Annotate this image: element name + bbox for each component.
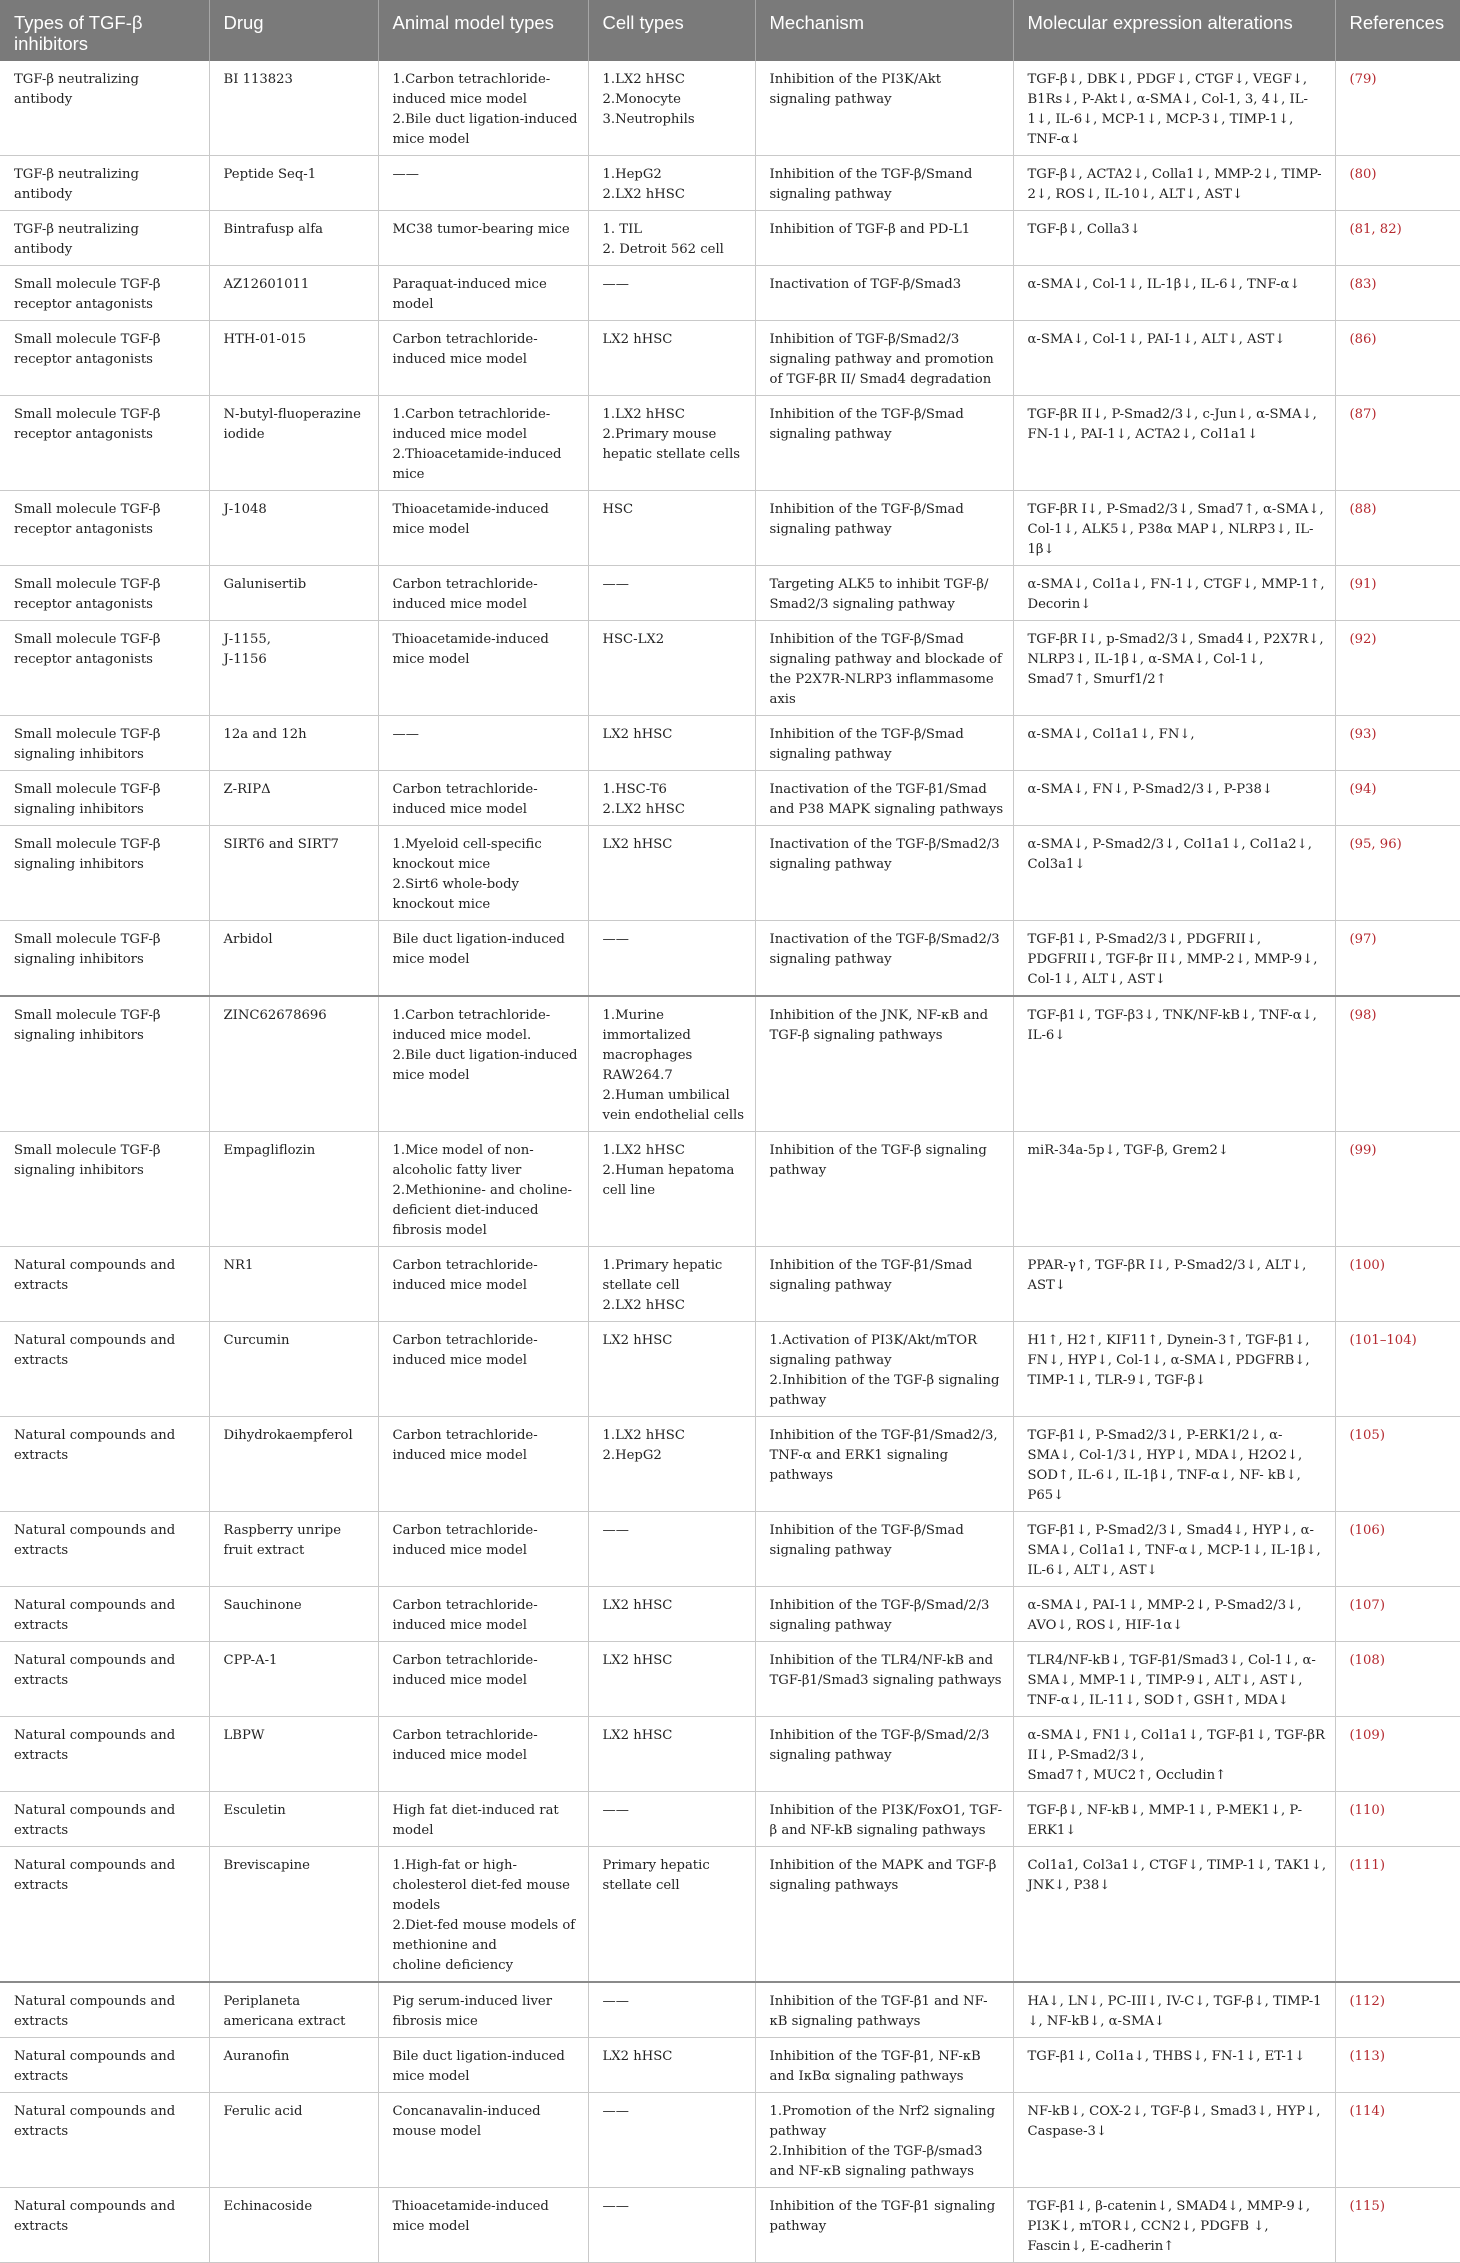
cell-reference[interactable]: (114): [1335, 2093, 1460, 2188]
header-mechanism: Mechanism: [755, 0, 1013, 61]
cell-animal-model: 1.Carbon tetrachloride-induced mice model 2.Bile duct ligation-induced mice model: [378, 61, 588, 156]
cell-type: Small molecule TGF-β signaling inhibitors: [0, 826, 209, 921]
cell-animal-model: ——: [378, 156, 588, 211]
table-row: [0, 396, 1460, 491]
cell-type: Natural compounds and extracts: [0, 2038, 209, 2093]
cell-molecular-alterations: α-SMA↓, FN↓, P-Smad2/3↓, P-P38↓: [1013, 771, 1335, 826]
table-row: [0, 1717, 1460, 1792]
cell-reference[interactable]: (83): [1335, 266, 1460, 321]
cell-drug: LBPW: [209, 1717, 378, 1792]
cell-mechanism: 1.Activation of PI3K/Akt/mTOR signaling pathway 2.Inhibition of the TGF-β signaling pathway: [755, 1322, 1013, 1417]
table-row: [0, 1322, 1460, 1417]
cell-drug: Arbidol: [209, 921, 378, 997]
cell-cell-types: ——: [588, 566, 755, 621]
table-row: [0, 716, 1460, 771]
cell-molecular-alterations: TGF-β1↓, P-Smad2/3↓, Smad4↓, HYP↓, α-SMA↓, Col1a1↓, TNF-α↓, MCP-1↓, IL-1β↓, IL-6↓, ALT↓, AST↓: [1013, 1512, 1335, 1587]
cell-animal-model: Pig serum-induced liver fibrosis mice: [378, 1982, 588, 2038]
table-row: [0, 921, 1460, 997]
cell-type: Small molecule TGF-β receptor antagonists: [0, 396, 209, 491]
cell-cell-types: LX2 hHSC: [588, 2038, 755, 2093]
cell-mechanism: Inactivation of TGF-β/Smad3: [755, 266, 1013, 321]
cell-molecular-alterations: TGF-β1↓, TGF-β3↓, TNK/NF-kB↓, TNF-α↓, IL-6↓: [1013, 996, 1335, 1132]
table-row: [0, 996, 1460, 1132]
cell-drug: Dihydrokaempferol: [209, 1417, 378, 1512]
cell-molecular-alterations: HA↓, LN↓, PC-III↓, IV-C↓, TGF-β↓, TIMP-1 ↓, NF-kB↓, α-SMA↓: [1013, 1982, 1335, 2038]
cell-mechanism: Inhibition of the TGF-β1 signaling pathway: [755, 2188, 1013, 2263]
table-row: [0, 1132, 1460, 1247]
cell-mechanism: Inhibition of the MAPK and TGF-β signaling pathways: [755, 1847, 1013, 1983]
cell-type: Small molecule TGF-β signaling inhibitors: [0, 716, 209, 771]
cell-reference[interactable]: (91): [1335, 566, 1460, 621]
cell-drug: N-butyl-fluoperazine iodide: [209, 396, 378, 491]
cell-animal-model: High fat diet-induced rat model: [378, 1792, 588, 1847]
cell-type: Small molecule TGF-β receptor antagonists: [0, 566, 209, 621]
cell-animal-model: Carbon tetrachloride-induced mice model: [378, 771, 588, 826]
cell-molecular-alterations: α-SMA↓, Col-1↓, IL-1β↓, IL-6↓, TNF-α↓: [1013, 266, 1335, 321]
cell-drug: HTH-01-015: [209, 321, 378, 396]
cell-reference[interactable]: (112): [1335, 1982, 1460, 2038]
cell-molecular-alterations: NF-kB↓, COX-2↓, TGF-β↓, Smad3↓, HYP↓, Caspase-3↓: [1013, 2093, 1335, 2188]
cell-molecular-alterations: TGF-β↓, NF-kB↓, MMP-1↓, P-MEK1↓, P-ERK1↓: [1013, 1792, 1335, 1847]
table-row: [0, 1587, 1460, 1642]
cell-reference[interactable]: (101–104): [1335, 1322, 1460, 1417]
cell-cell-types: HSC-LX2: [588, 621, 755, 716]
cell-animal-model: ——: [378, 716, 588, 771]
cell-reference[interactable]: (99): [1335, 1132, 1460, 1247]
cell-molecular-alterations: α-SMA↓, FN1↓, Col1a1↓, TGF-β1↓, TGF-βR II↓, P-Smad2/3↓, Smad7↑, MUC2↑, Occludin↑: [1013, 1717, 1335, 1792]
cell-mechanism: Inhibition of TGF-β and PD-L1: [755, 211, 1013, 266]
cell-animal-model: Carbon tetrachloride-induced mice model: [378, 566, 588, 621]
cell-mechanism: 1.Promotion of the Nrf2 signaling pathway 2.Inhibition of the TGF-β/smad3 and NF-κB signaling pathways: [755, 2093, 1013, 2188]
header-molecular-alterations: Molecular expression alterations: [1013, 0, 1335, 61]
table-row: [0, 1247, 1460, 1322]
cell-animal-model: Bile duct ligation-induced mice model: [378, 921, 588, 997]
cell-drug: Curcumin: [209, 1322, 378, 1417]
cell-animal-model: Thioacetamide-induced mice model: [378, 491, 588, 566]
cell-cell-types: ——: [588, 2093, 755, 2188]
cell-mechanism: Inactivation of the TGF-β/Smad2/3 signaling pathway: [755, 921, 1013, 997]
cell-drug: Ferulic acid: [209, 2093, 378, 2188]
cell-drug: Auranofin: [209, 2038, 378, 2093]
cell-reference[interactable]: (111): [1335, 1847, 1460, 1983]
cell-drug: ZINC62678696: [209, 996, 378, 1132]
header-references: References: [1335, 0, 1460, 61]
cell-molecular-alterations: TLR4/NF-kB↓, TGF-β1/Smad3↓, Col-1↓, α-SMA↓, MMP-1↓, TIMP-9↓, ALT↓, AST↓, TNF-α↓, IL-11↓, SOD↑, GSH↑, MDA↓: [1013, 1642, 1335, 1717]
cell-mechanism: Inhibition of the TGF-β/Smad signaling pathway: [755, 396, 1013, 491]
cell-drug: J-1048: [209, 491, 378, 566]
cell-molecular-alterations: TGF-βR II↓, P-Smad2/3↓, c-Jun↓, α-SMA↓, FN-1↓, PAI-1↓, ACTA2↓, Col1a1↓: [1013, 396, 1335, 491]
table-row: [0, 1792, 1460, 1847]
cell-animal-model: 1.Carbon tetrachloride-induced mice model 2.Thioacetamide-induced mice: [378, 396, 588, 491]
cell-reference[interactable]: (106): [1335, 1512, 1460, 1587]
cell-animal-model: Paraquat-induced mice model: [378, 266, 588, 321]
cell-molecular-alterations: TGF-β↓, ACTA2↓, Colla1↓, MMP-2↓, TIMP-2↓, ROS↓, IL-10↓, ALT↓, AST↓: [1013, 156, 1335, 211]
cell-cell-types: ——: [588, 1982, 755, 2038]
cell-type: TGF-β neutralizing antibody: [0, 156, 209, 211]
cell-reference[interactable]: (95, 96): [1335, 826, 1460, 921]
cell-cell-types: ——: [588, 2188, 755, 2263]
cell-type: Small molecule TGF-β receptor antagonists: [0, 491, 209, 566]
cell-reference[interactable]: (109): [1335, 1717, 1460, 1792]
table-row: [0, 211, 1460, 266]
cell-animal-model: Carbon tetrachloride-induced mice model: [378, 1247, 588, 1322]
cell-type: Natural compounds and extracts: [0, 2188, 209, 2263]
cell-type: Small molecule TGF-β signaling inhibitors: [0, 996, 209, 1132]
cell-mechanism: Inhibition of the TGF-β/Smand signaling pathway: [755, 156, 1013, 211]
cell-type: TGF-β neutralizing antibody: [0, 211, 209, 266]
cell-reference[interactable]: (107): [1335, 1587, 1460, 1642]
cell-drug: CPP-A-1: [209, 1642, 378, 1717]
cell-animal-model: Concanavalin-induced mouse model: [378, 2093, 588, 2188]
table-row: [0, 1512, 1460, 1587]
cell-mechanism: Inactivation of the TGF-β1/Smad and P38 MAPK signaling pathways: [755, 771, 1013, 826]
cell-mechanism: Inhibition of the TGF-β1/Smad2/3, TNF-α and ERK1 signaling pathways: [755, 1417, 1013, 1512]
table-row: [0, 771, 1460, 826]
cell-animal-model: 1.Myeloid cell-specific knockout mice 2.Sirt6 whole-body knockout mice: [378, 826, 588, 921]
cell-cell-types: 1.HepG2 2.LX2 hHSC: [588, 156, 755, 211]
cell-reference[interactable]: (80): [1335, 156, 1460, 211]
cell-cell-types: LX2 hHSC: [588, 321, 755, 396]
cell-mechanism: Inhibition of the TGF-β/Smad signaling pathway: [755, 716, 1013, 771]
cell-mechanism: Inhibition of the TGF-β signaling pathway: [755, 1132, 1013, 1247]
table-row: [0, 2188, 1460, 2263]
cell-drug: Sauchinone: [209, 1587, 378, 1642]
cell-animal-model: 1.High-fat or high-cholesterol diet-fed mouse models 2.Diet-fed mouse models of methionine and choline deficiency: [378, 1847, 588, 1983]
cell-drug: Empagliflozin: [209, 1132, 378, 1247]
cell-reference[interactable]: (100): [1335, 1247, 1460, 1322]
cell-molecular-alterations: TGF-β1↓, P-Smad2/3↓, P-ERK1/2↓, α-SMA↓, Col-1/3↓, HYP↓, MDA↓, H2O2↓, SOD↑, IL-6↓, IL-1β↓, TNF-α↓, NF- kB↓, P65↓: [1013, 1417, 1335, 1512]
cell-drug: Echinacoside: [209, 2188, 378, 2263]
cell-cell-types: 1.LX2 hHSC 2.Primary mouse hepatic stellate cells: [588, 396, 755, 491]
cell-type: Natural compounds and extracts: [0, 2093, 209, 2188]
cell-reference[interactable]: (81, 82): [1335, 211, 1460, 266]
cell-mechanism: Inhibition of the TGF-β/Smad signaling pathway: [755, 491, 1013, 566]
cell-mechanism: Inhibition of the TGF-β/Smad signaling pathway and blockade of the P2X7R-NLRP3 inflammasome axis: [755, 621, 1013, 716]
cell-drug: Z-RIPΔ: [209, 771, 378, 826]
table-row: [0, 621, 1460, 716]
cell-reference[interactable]: (88): [1335, 491, 1460, 566]
cell-animal-model: Carbon tetrachloride-induced mice model: [378, 321, 588, 396]
cell-reference[interactable]: (97): [1335, 921, 1460, 997]
cell-animal-model: 1.Mice model of non-alcoholic fatty liver 2.Methionine- and choline-deficient diet-induced fibrosis model: [378, 1132, 588, 1247]
cell-molecular-alterations: α-SMA↓, PAI-1↓, MMP-2↓, P-Smad2/3↓, AVO↓, ROS↓, HIF-1α↓: [1013, 1587, 1335, 1642]
cell-type: Natural compounds and extracts: [0, 1642, 209, 1717]
cell-cell-types: HSC: [588, 491, 755, 566]
cell-reference[interactable]: (92): [1335, 621, 1460, 716]
cell-type: Small molecule TGF-β signaling inhibitors: [0, 1132, 209, 1247]
cell-mechanism: Inhibition of the TGF-β1 and NF-κB signaling pathways: [755, 1982, 1013, 2038]
table-row: [0, 1982, 1460, 2038]
cell-molecular-alterations: α-SMA↓, Col-1↓, PAI-1↓, ALT↓, AST↓: [1013, 321, 1335, 396]
table-row: [0, 61, 1460, 156]
cell-molecular-alterations: TGF-β1↓, β-catenin↓, SMAD4↓, MMP-9↓, PI3K↓, mTOR↓, CCN2↓, PDGFB ↓, Fascin↓, E-cadherin↑: [1013, 2188, 1335, 2263]
cell-type: Small molecule TGF-β receptor antagonists: [0, 321, 209, 396]
cell-mechanism: Inhibition of the TGF-β/Smad/2/3 signaling pathway: [755, 1587, 1013, 1642]
cell-molecular-alterations: PPAR-γ↑, TGF-βR I↓, P-Smad2/3↓, ALT↓, AST↓: [1013, 1247, 1335, 1322]
cell-drug: Galunisertib: [209, 566, 378, 621]
cell-molecular-alterations: TGF-β1↓, Col1a↓, THBS↓, FN-1↓, ET-1↓: [1013, 2038, 1335, 2093]
cell-molecular-alterations: α-SMA↓, Col1a1↓, FN↓,: [1013, 716, 1335, 771]
cell-molecular-alterations: H1↑, H2↑, KIF11↑, Dynein-3↑, TGF-β1↓, FN↓, HYP↓, Col-1↓, α-SMA↓, PDGFRB↓, TIMP-1↓, TLR-9↓, TGF-β↓: [1013, 1322, 1335, 1417]
table-row: [0, 566, 1460, 621]
cell-cell-types: ——: [588, 921, 755, 997]
cell-cell-types: LX2 hHSC: [588, 716, 755, 771]
header-row: [0, 0, 1460, 61]
cell-reference[interactable]: (94): [1335, 771, 1460, 826]
table-row: [0, 321, 1460, 396]
table-body: [0, 61, 1460, 2263]
table-row: [0, 826, 1460, 921]
cell-cell-types: ——: [588, 1512, 755, 1587]
cell-mechanism: Targeting ALK5 to inhibit TGF-β/ Smad2/3 signaling pathway: [755, 566, 1013, 621]
cell-drug: SIRT6 and SIRT7: [209, 826, 378, 921]
table-row: [0, 491, 1460, 566]
table-row: [0, 1847, 1460, 1983]
cell-molecular-alterations: TGF-β↓, Colla3↓: [1013, 211, 1335, 266]
header-type: Types of TGF-β inhibitors: [0, 0, 209, 61]
cell-drug: 12a and 12h: [209, 716, 378, 771]
cell-animal-model: Carbon tetrachloride-induced mice model: [378, 1512, 588, 1587]
cell-type: Natural compounds and extracts: [0, 1322, 209, 1417]
cell-reference[interactable]: (110): [1335, 1792, 1460, 1847]
cell-cell-types: LX2 hHSC: [588, 1717, 755, 1792]
cell-reference[interactable]: (79): [1335, 61, 1460, 156]
cell-cell-types: ——: [588, 1792, 755, 1847]
cell-mechanism: Inhibition of the JNK, NF-κB and TGF-β signaling pathways: [755, 996, 1013, 1132]
cell-animal-model: Carbon tetrachloride-induced mice model: [378, 1717, 588, 1792]
cell-reference[interactable]: (87): [1335, 396, 1460, 491]
header-cell-types: Cell types: [588, 0, 755, 61]
header-drug: Drug: [209, 0, 378, 61]
cell-drug: Periplaneta americana extract: [209, 1982, 378, 2038]
cell-reference[interactable]: (108): [1335, 1642, 1460, 1717]
cell-drug: Bintrafusp alfa: [209, 211, 378, 266]
cell-type: Small molecule TGF-β receptor antagonists: [0, 266, 209, 321]
cell-animal-model: Carbon tetrachloride-induced mice model: [378, 1322, 588, 1417]
cell-animal-model: MC38 tumor-bearing mice: [378, 211, 588, 266]
cell-mechanism: Inhibition of the PI3K/Akt signaling pathway: [755, 61, 1013, 156]
cell-type: TGF-β neutralizing antibody: [0, 61, 209, 156]
cell-molecular-alterations: TGF-βR I↓, P-Smad2/3↓, Smad7↑, α-SMA↓, Col-1↓, ALK5↓, P38α MAP↓, NLRP3↓, IL-1β↓: [1013, 491, 1335, 566]
cell-reference[interactable]: (105): [1335, 1417, 1460, 1512]
cell-cell-types: 1. TIL 2. Detroit 562 cell: [588, 211, 755, 266]
table-row: [0, 2093, 1460, 2188]
cell-type: Natural compounds and extracts: [0, 1417, 209, 1512]
cell-cell-types: ——: [588, 266, 755, 321]
cell-cell-types: 1.LX2 hHSC 2.Monocyte 3.Neutrophils: [588, 61, 755, 156]
cell-drug: J-1155, J-1156: [209, 621, 378, 716]
cell-type: Natural compounds and extracts: [0, 1792, 209, 1847]
cell-molecular-alterations: TGF-β1↓, P-Smad2/3↓, PDGFRII↓, PDGFRII↓, TGF-βr II↓, MMP-2↓, MMP-9↓, Col-1↓, ALT↓, AST↓: [1013, 921, 1335, 997]
cell-cell-types: 1.HSC-T6 2.LX2 hHSC: [588, 771, 755, 826]
cell-animal-model: Carbon tetrachloride-induced mice model: [378, 1642, 588, 1717]
cell-cell-types: 1.Murine immortalized macrophages RAW264.7 2.Human umbilical vein endothelial cells: [588, 996, 755, 1132]
cell-drug: Esculetin: [209, 1792, 378, 1847]
cell-reference[interactable]: (113): [1335, 2038, 1460, 2093]
cell-reference[interactable]: (115): [1335, 2188, 1460, 2263]
cell-drug: BI 113823: [209, 61, 378, 156]
cell-type: Natural compounds and extracts: [0, 1847, 209, 1983]
cell-drug: Peptide Seq-1: [209, 156, 378, 211]
cell-animal-model: Thioacetamide-induced mice model: [378, 2188, 588, 2263]
cell-drug: AZ12601011: [209, 266, 378, 321]
cell-mechanism: Inhibition of the TLR4/NF-kB and TGF-β1/Smad3 signaling pathways: [755, 1642, 1013, 1717]
cell-mechanism: Inhibition of the TGF-β/Smad signaling pathway: [755, 1512, 1013, 1587]
cell-reference[interactable]: (86): [1335, 321, 1460, 396]
cell-mechanism: Inhibition of the TGF-β/Smad/2/3 signaling pathway: [755, 1717, 1013, 1792]
cell-type: Natural compounds and extracts: [0, 1982, 209, 2038]
cell-cell-types: 1.LX2 hHSC 2.Human hepatoma cell line: [588, 1132, 755, 1247]
table-row: [0, 1642, 1460, 1717]
cell-cell-types: LX2 hHSC: [588, 826, 755, 921]
cell-mechanism: Inhibition of the PI3K/FoxO1, TGF-β and NF-kB signaling pathways: [755, 1792, 1013, 1847]
cell-animal-model: Bile duct ligation-induced mice model: [378, 2038, 588, 2093]
cell-molecular-alterations: TGF-βR I↓, p-Smad2/3↓, Smad4↓, P2X7R↓, NLRP3↓, IL-1β↓, α-SMA↓, Col-1↓, Smad7↑, Smurf1/2↑: [1013, 621, 1335, 716]
cell-drug: Raspberry unripe fruit extract: [209, 1512, 378, 1587]
table-row: [0, 156, 1460, 211]
cell-molecular-alterations: α-SMA↓, Col1a↓, FN-1↓, CTGF↓, MMP-1↑, Decorin↓: [1013, 566, 1335, 621]
cell-type: Natural compounds and extracts: [0, 1587, 209, 1642]
cell-type: Small molecule TGF-β signaling inhibitors: [0, 771, 209, 826]
cell-molecular-alterations: miR-34a-5p↓, TGF-β, Grem2↓: [1013, 1132, 1335, 1247]
cell-type: Small molecule TGF-β signaling inhibitors: [0, 921, 209, 997]
cell-mechanism: Inhibition of TGF-β/Smad2/3 signaling pathway and promotion of TGF-βR II/ Smad4 degradation: [755, 321, 1013, 396]
cell-cell-types: 1.LX2 hHSC 2.HepG2: [588, 1417, 755, 1512]
cell-molecular-alterations: Col1a1, Col3a1↓, CTGF↓, TIMP-1↓, TAK1↓, JNK↓, P38↓: [1013, 1847, 1335, 1983]
cell-cell-types: Primary hepatic stellate cell: [588, 1847, 755, 1983]
cell-type: Natural compounds and extracts: [0, 1247, 209, 1322]
cell-molecular-alterations: TGF-β↓, DBK↓, PDGF↓, CTGF↓, VEGF↓, B1Rs↓, P-Akt↓, α-SMA↓, Col-1, 3, 4↓, IL-1↓, IL-6↓, MCP-1↓, MCP-3↓, TIMP-1↓, TNF-α↓: [1013, 61, 1335, 156]
cell-drug: NR1: [209, 1247, 378, 1322]
cell-mechanism: Inhibition of the TGF-β1, NF-κB and IκBα signaling pathways: [755, 2038, 1013, 2093]
cell-reference[interactable]: (98): [1335, 996, 1460, 1132]
cell-animal-model: 1.Carbon tetrachloride-induced mice model. 2.Bile duct ligation-induced mice model: [378, 996, 588, 1132]
cell-mechanism: Inhibition of the TGF-β1/Smad signaling pathway: [755, 1247, 1013, 1322]
cell-molecular-alterations: α-SMA↓, P-Smad2/3↓, Col1a1↓, Col1a2↓, Col3a1↓: [1013, 826, 1335, 921]
header-animal-model: Animal model types: [378, 0, 588, 61]
cell-cell-types: LX2 hHSC: [588, 1587, 755, 1642]
cell-type: Natural compounds and extracts: [0, 1717, 209, 1792]
cell-drug: Breviscapine: [209, 1847, 378, 1983]
table-row: [0, 266, 1460, 321]
cell-animal-model: Carbon tetrachloride-induced mice model: [378, 1417, 588, 1512]
cell-animal-model: Thioacetamide-induced mice model: [378, 621, 588, 716]
cell-cell-types: LX2 hHSC: [588, 1642, 755, 1717]
cell-animal-model: Carbon tetrachloride-induced mice model: [378, 1587, 588, 1642]
cell-type: Natural compounds and extracts: [0, 1512, 209, 1587]
table-row: [0, 1417, 1460, 1512]
cell-cell-types: LX2 hHSC: [588, 1322, 755, 1417]
table-row: [0, 2038, 1460, 2093]
cell-type: Small molecule TGF-β receptor antagonists: [0, 621, 209, 716]
cell-mechanism: Inactivation of the TGF-β/Smad2/3 signaling pathway: [755, 826, 1013, 921]
cell-reference[interactable]: (93): [1335, 716, 1460, 771]
cell-cell-types: 1.Primary hepatic stellate cell 2.LX2 hHSC: [588, 1247, 755, 1322]
